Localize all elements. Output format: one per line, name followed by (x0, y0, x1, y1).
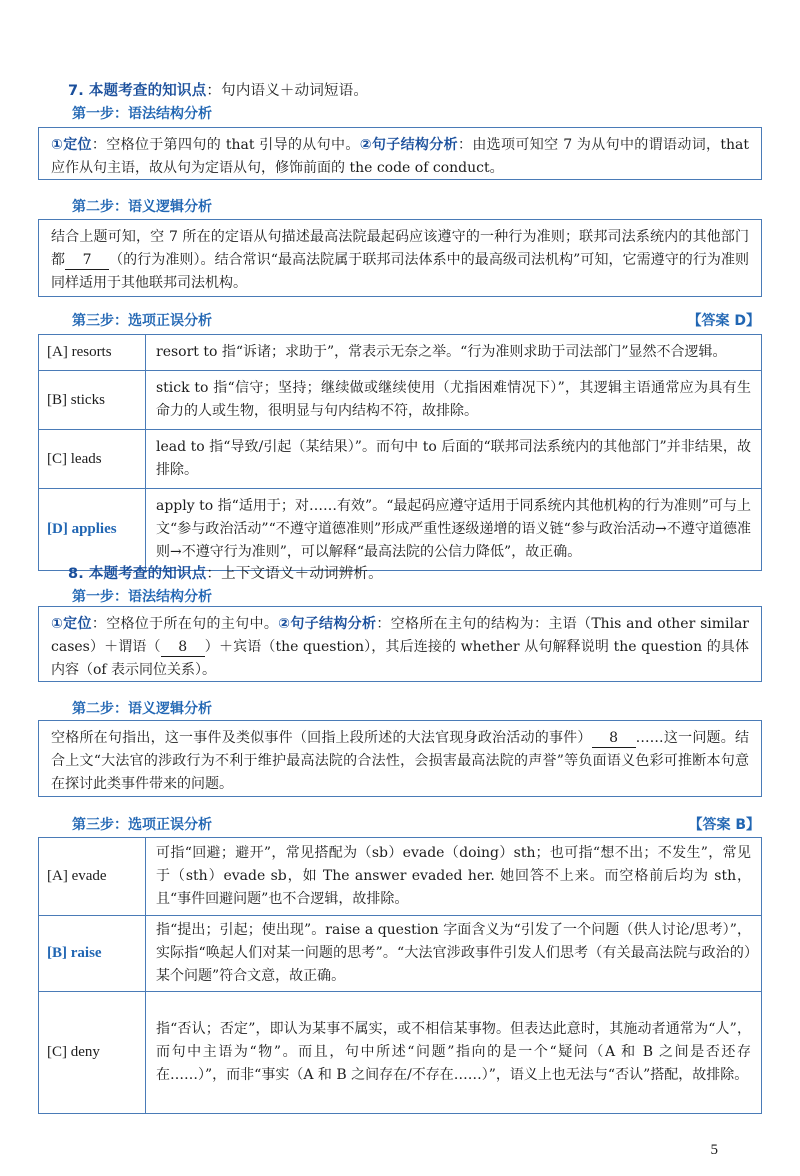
q7-number: 7. (68, 83, 84, 99)
q7-option-text: resort to 指“诉诸；求助于”，常表示无奈之举。“行为准则求助于司法部门”显然不合逻辑。 (146, 335, 762, 371)
q8-number: 8. (68, 566, 84, 582)
q8-structure-label: ②句子结构分析 (278, 616, 377, 632)
table-row (39, 916, 762, 992)
q8-knowledge-label: 本题考查的知识点 (88, 566, 207, 582)
q7-option-label: [A] resorts (39, 335, 146, 371)
q7-knowledge-label: 本题考查的知识点 (88, 83, 207, 99)
q7-option-label: [C] leads (39, 430, 146, 489)
q8-blank: 8 (161, 639, 205, 657)
q8-locate-text: ：空格位于所在句的主句中。 (91, 616, 279, 632)
q8-option-label: [A] evade (39, 838, 146, 916)
q7-options-table (38, 334, 762, 571)
q7-knowledge-text: ：句内语义＋动词短语。 (206, 83, 369, 99)
q8-structure-text-before: ：空格所在主句的结构为：主语（This and other similar cases）＋谓语（ (51, 616, 749, 655)
q8-logic-text-after: ……这一问题。结合上文“大法官的涉政行为不利于维护最高法院的合法性，会损害最高法院的声誉”等负面语义色彩可推断本句意在探讨此类事件带来的问题。 (51, 730, 750, 792)
q7-step3-title: 第三步：选项正误分析 (72, 313, 212, 329)
q8-logic-text-before: 空格所在句指出，这一事件及类似事件（回指上段所述的大法官现身政治活动的事件） (51, 730, 592, 746)
q8-blank-2: 8 (592, 730, 636, 748)
q7-structure-label: ②句子结构分析 (359, 137, 458, 153)
q8-title (68, 562, 383, 583)
q7-logic-text-after: （的行为准则）。结合常识“最高法院属于联邦司法体系中的最高级司法机构”可知，它需遵守的行为准则同样适用于其他联邦司法机构。 (51, 252, 750, 291)
q8-step2-box (38, 720, 762, 797)
q7-title (68, 79, 368, 100)
table-row (39, 992, 762, 1114)
q8-step1-box (38, 606, 762, 682)
q8-step2-title: 第二步：语义逻辑分析 (72, 701, 212, 717)
q8-answer: 【答案 B】 (688, 817, 760, 833)
q7-option-label-correct: [D] applies (39, 489, 146, 571)
q7-structure-text: ：由选项可知空 7 为从句中的谓语动词，that 应作从句主语，故从句为定语从句，修饰前面的 the code of conduct。 (51, 137, 750, 176)
q7-step2-box (38, 219, 762, 297)
q8-option-text: 指“提出；引起；使出现”。raise a question 字面含义为“引发了一个问题（供人讨论/思考）”，实际指“唤起人们对某一问题的思考”。“大法官涉政事件引发人们思考（有关最高法院与政治的）某个问题”符合文意，故正确。 (146, 916, 762, 992)
q7-locate-text: ：空格位于第四句的 that 引导的从句中。 (91, 137, 360, 153)
q8-step1-title: 第一步：语法结构分析 (72, 589, 212, 605)
q8-option-label: [C] deny (39, 992, 146, 1114)
q7-locate-label: ①定位 (51, 137, 92, 153)
q8-structure-text-after: ）＋宾语（the question），其后连接的 whether 从句解释说明 the question 的具体内容（of 表示同位关系）。 (51, 639, 749, 678)
page-number: 5 (710, 1142, 718, 1158)
q8-option-text: 可指“回避；避开”，常见搭配为（sb）evade（doing）sth；也可指“想不出；不发生”，常见于（sth）evade sb，如 The answer evaded her. 她回答不上来。而空格前后均为 sth，且“事件回避问题”也不合逻辑，故排除。 (146, 838, 762, 916)
q7-option-text: lead to 指“导致/引起（某结果）”。而句中 to 后面的“联邦司法系统内的其他部门”并非结果，故排除。 (146, 430, 762, 489)
q7-logic-text-before: 结合上题可知，空 7 所在的定语从句描述最高法院最起码应该遵守的一种行为准则；联邦司法系统内的其他部门都 (51, 229, 749, 268)
q7-step1-box (38, 127, 762, 180)
q7-blank: 7 (65, 252, 109, 270)
q8-options-table (38, 837, 762, 1114)
table-row (39, 838, 762, 916)
q8-step3-title: 第三步：选项正误分析 (72, 817, 212, 833)
table-row (39, 371, 762, 430)
q7-option-text: apply to 指“适用于；对……有效”。“最起码应遵守适用于同系统内其他机构的行为准则”可与上文“参与政治活动”“不遵守道德准则”形成严重性逐级递增的语义链“参与政治活动→不遵守道德准则→不遵守行为准则”，可以解释“最高法院的公信力降低”，故正确。 (146, 489, 762, 571)
q7-answer: 【答案 D】 (687, 313, 760, 329)
q8-option-label-correct: [B] raise (39, 916, 146, 992)
q7-option-text: stick to 指“信守；坚持；继续做或继续使用（尤指困难情况下）”，其逻辑主语通常应为具有生命力的人或生物，很明显与句内结构不符，故排除。 (146, 371, 762, 430)
table-row (39, 430, 762, 489)
q7-option-label: [B] sticks (39, 371, 146, 430)
q8-option-text: 指“否认；否定”，即认为某事不属实，或不相信某事物。但表达此意时，其施动者通常为“人”，而句中主语为“物”。而且，句中所述“问题”指向的是一个“疑问（A 和 B 之间是否还存在……）”，而非“事实（A 和 B 之间存在/不存在……）”，语义上也无法与“否认”搭配，故排除。 (146, 992, 762, 1114)
q7-step1-title: 第一步：语法结构分析 (72, 106, 212, 122)
q8-knowledge-text: ：上下文语义＋动词辨析。 (206, 566, 383, 582)
q7-step2-title: 第二步：语义逻辑分析 (72, 199, 212, 215)
table-row (39, 489, 762, 571)
table-row (39, 335, 762, 371)
q8-locate-label: ①定位 (51, 616, 92, 632)
